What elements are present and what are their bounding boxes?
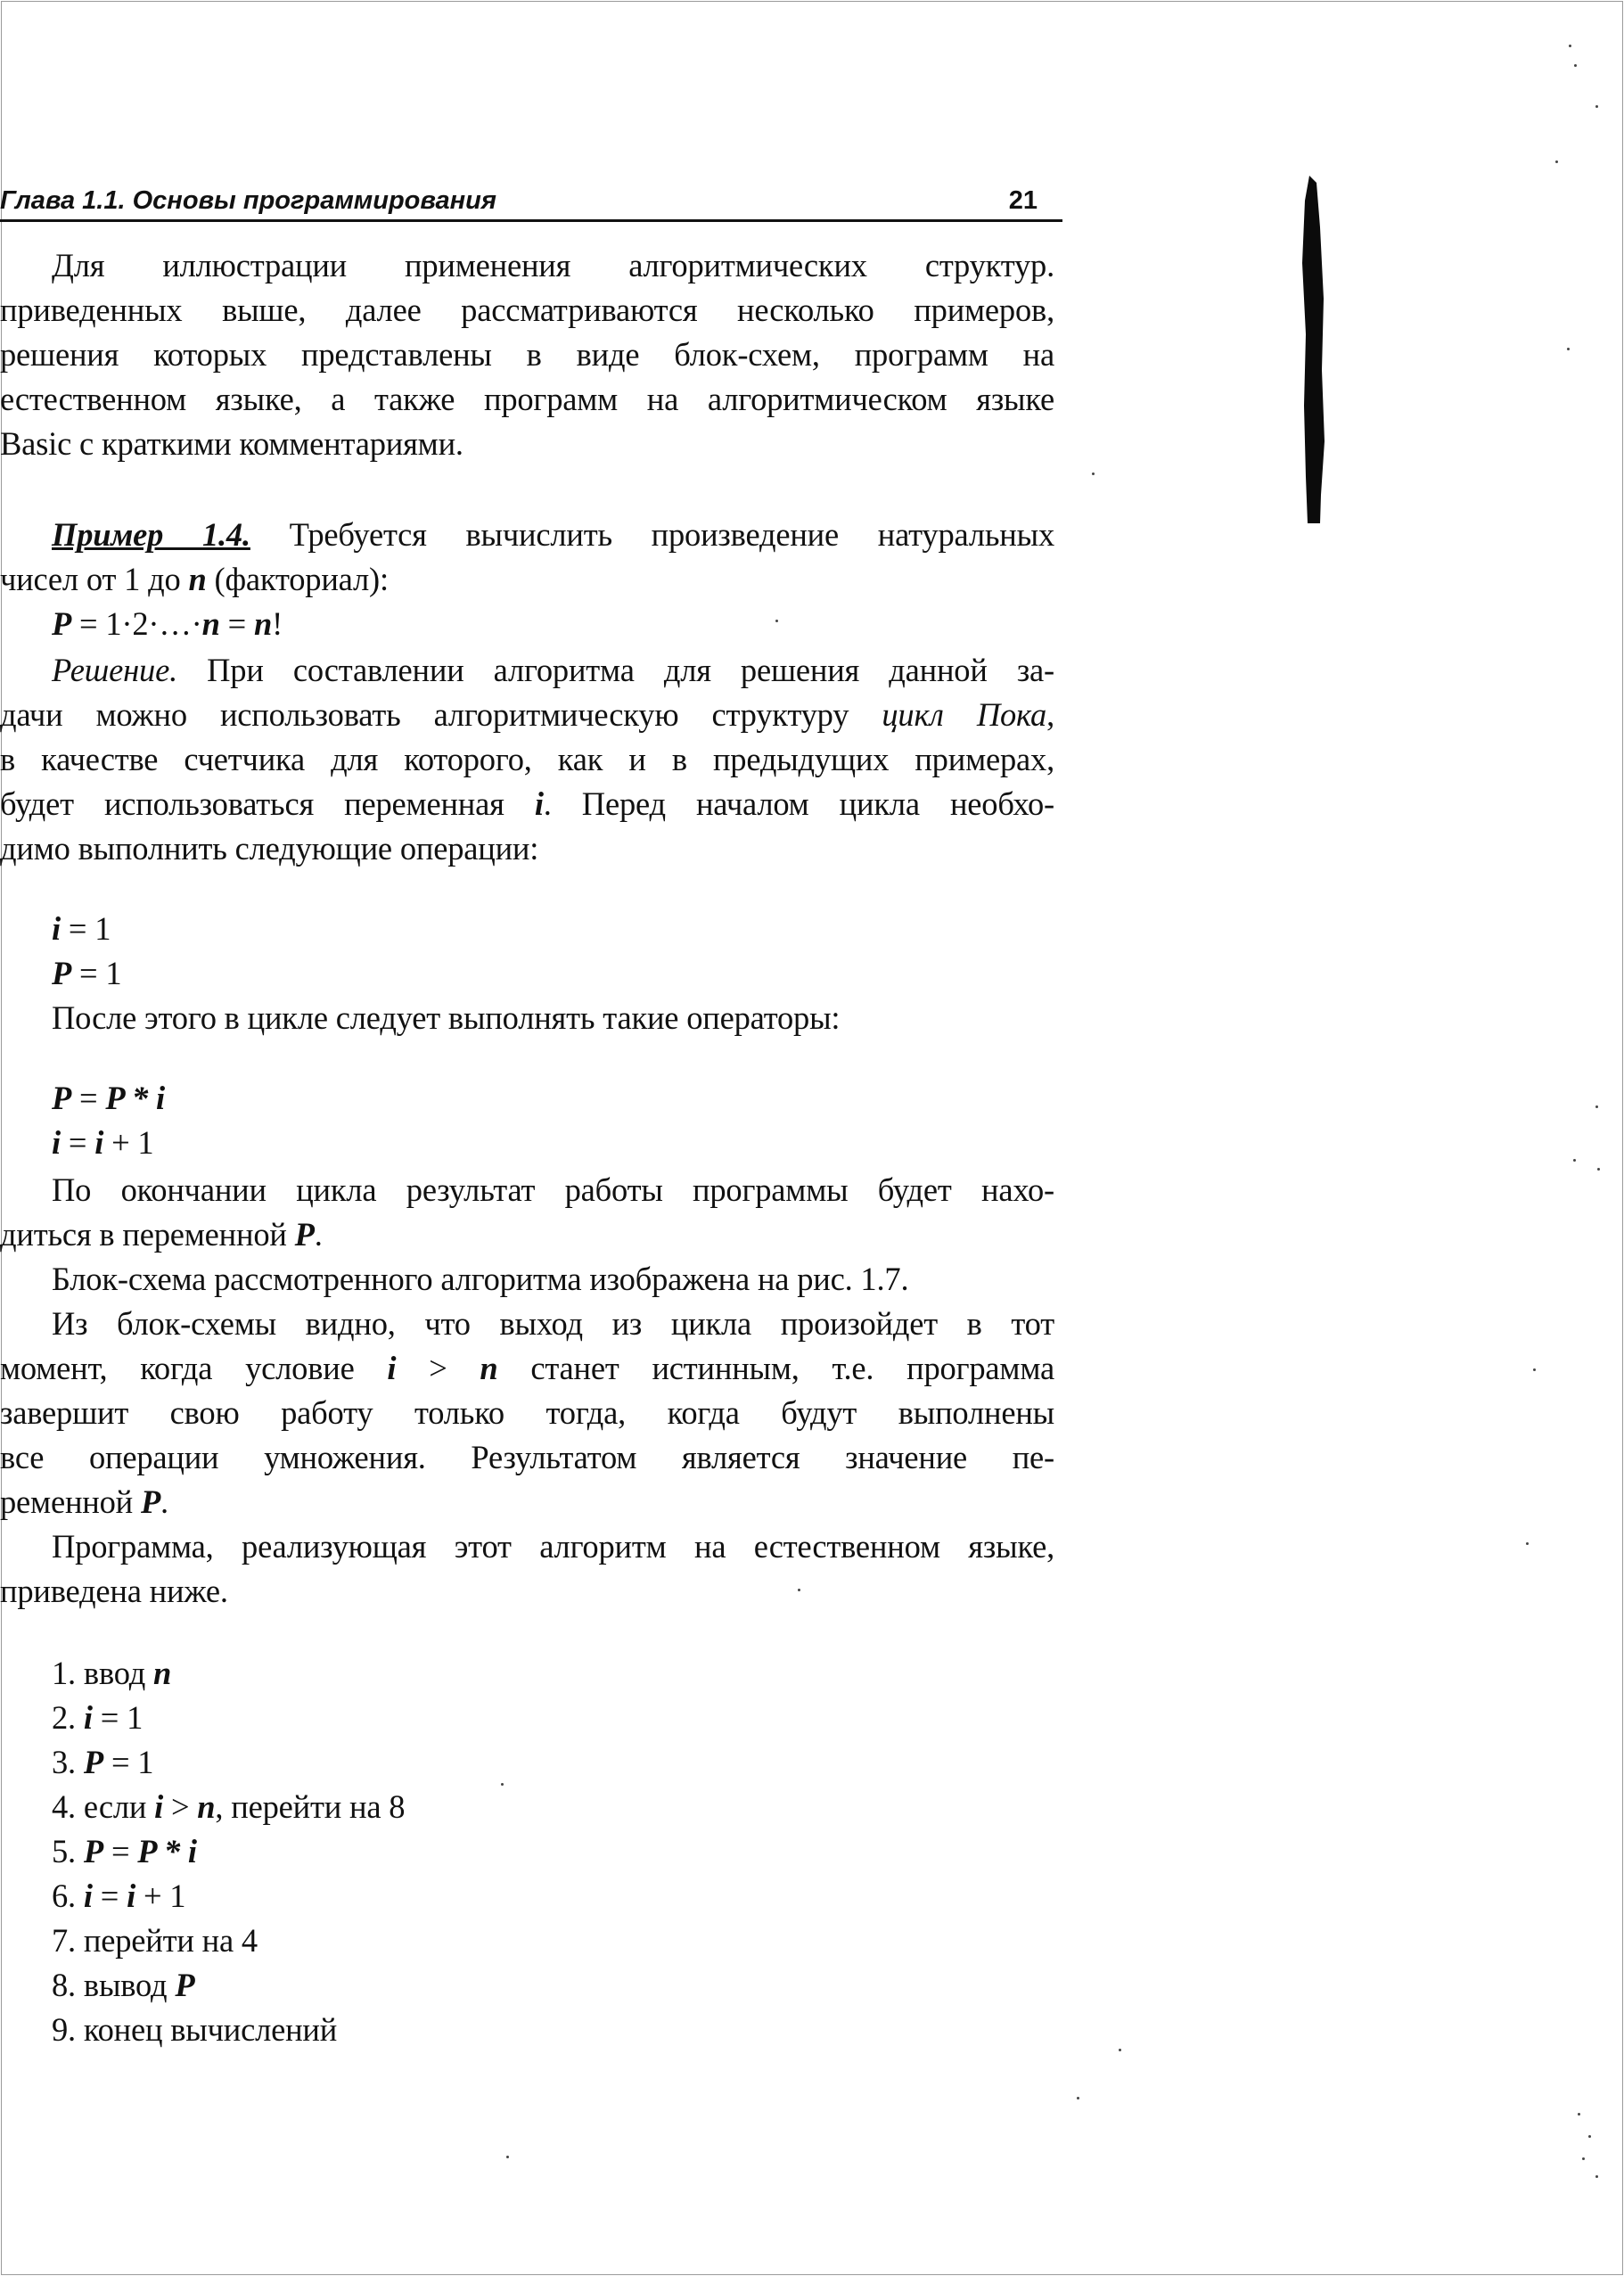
program-line: Программа, реализующая этот алгоритм на естественном языке, [52,1528,1054,1565]
intro-line: Basic с краткими комментариями. [0,425,463,462]
scan-speck [1119,2049,1121,2051]
program-step: 5. P = P * i [52,1833,197,1869]
scan-speck [775,620,778,622]
scan-speck [1092,472,1095,475]
result-line: диться в переменной P. [0,1216,323,1253]
factorial-formula: P = 1·2·…·n = n! [52,605,283,642]
program-step: 9. конец вычислений [52,2011,338,2048]
scan-speck [1582,2157,1585,2160]
result-line: По окончании цикла результат работы программы будет нахо- [52,1171,1054,1208]
scan-speck [1569,45,1571,47]
scan-speck [1597,1168,1600,1171]
exit-line: момент, когда условие i > n станет истинным, т.е. программа [0,1350,1054,1386]
scan-speck [1077,2097,1079,2099]
solution-label: Решение. [52,652,178,688]
solution-line: Решение. При составлении алгоритма для решения данной за- [52,652,1054,688]
scan-speck [1573,1159,1576,1162]
program-step: 2. i = 1 [52,1699,144,1736]
program-line: приведена ниже. [0,1573,228,1609]
init-op: P = 1 [52,955,122,991]
chapter-title: Глава 1.1. Основы программирования [0,186,496,215]
intro-line: Для иллюстрации применения алгоритмических структур. [52,247,1054,283]
scan-speck [1533,1368,1536,1371]
exit-line: Из блок-схемы видно, что выход из цикла произойдет в тот [52,1305,1054,1342]
program-step: 7. перейти на 4 [52,1922,258,1959]
program-step: 3. P = 1 [52,1744,154,1780]
scan-speck [1588,2135,1591,2138]
exit-line: завершит свою работу только тогда, когда будут выполнены [0,1394,1054,1431]
loop-op: P = P * i [52,1080,165,1116]
scan-speck [1526,1542,1529,1545]
exit-line: все операции умножения. Результатом является значение пе- [0,1439,1054,1475]
solution-line: димо выполнить следующие операции: [0,830,539,867]
example-line: чисел от 1 до n (факториал): [0,561,389,597]
running-header [0,177,1062,222]
loop-op: i = i + 1 [52,1124,154,1161]
scan-speck [1595,1105,1598,1108]
scan-speck [798,1589,800,1591]
scan-speck [501,1783,504,1786]
example-heading: Пример 1.4. Требуется вычислить произведение натуральных [52,516,1054,553]
program-step: 8. вывод P [52,1967,195,2003]
scan-smudge [1297,174,1333,530]
program-step: 4. если i > n, перейти на 8 [52,1788,406,1825]
example-label: Пример 1.4. [52,516,250,553]
scan-speck [1578,2113,1580,2116]
page-number: 21 [1008,186,1038,215]
scan-speck [1574,64,1577,67]
program-step: 1. ввод n [52,1655,172,1691]
intro-line: приведенных выше, далее рассматриваются несколько примеров, [0,292,1054,328]
exit-line: ременной P. [0,1483,168,1520]
intro-line: решения которых представлены в виде блок-схем, программ на [0,336,1054,373]
scan-speck [1555,160,1558,163]
scan-speck [1595,2175,1598,2178]
scan-speck [1595,105,1598,108]
solution-line: в качестве счетчика для которого, как и в предыдущих примерах, [0,741,1054,777]
loop-intro: После этого в цикле следует выполнять такие операторы: [52,999,841,1036]
init-op: i = 1 [52,910,111,947]
program-step: 6. i = i + 1 [52,1877,186,1914]
solution-line: дачи можно использовать алгоритмическую структуру цикл Пока, [0,696,1054,733]
solution-line: будет использоваться переменная i. Перед началом цикла необхо- [0,785,1055,822]
intro-line: естественном языке, а также программ на алгоритмическом языке [0,381,1054,417]
scan-speck [506,2156,509,2158]
scan-speck [1567,348,1570,350]
figure-reference: Блок-схема рассмотренного алгоритма изображена на рис. 1.7. [52,1261,909,1297]
